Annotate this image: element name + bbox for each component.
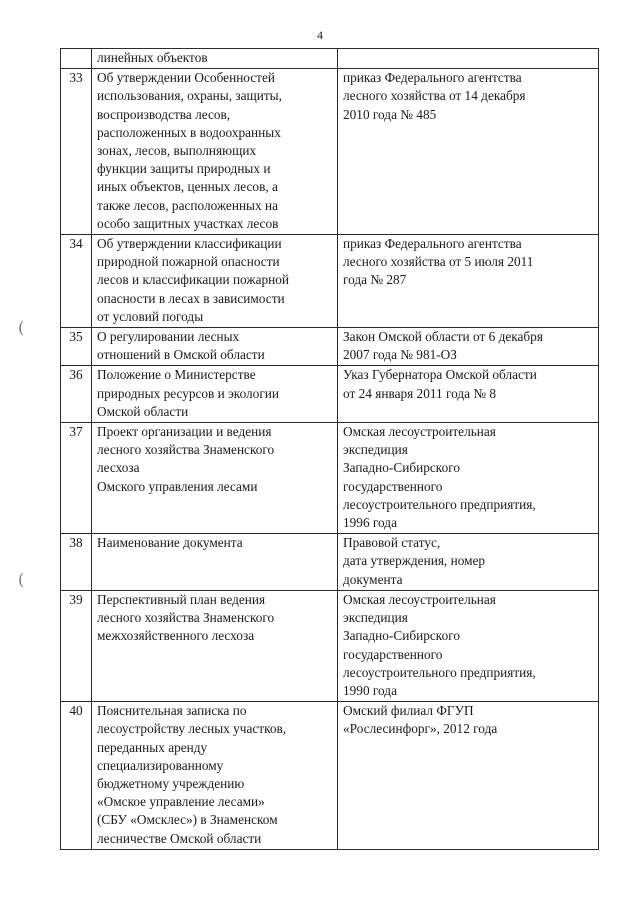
document-name-line: бюджетному учреждению xyxy=(97,775,245,791)
document-name-line: лесхоза xyxy=(97,460,140,476)
legal-status-line: Омский филиал ФГУП xyxy=(343,703,474,719)
legal-status-cell xyxy=(338,590,599,701)
document-name-line: воспроизводства лесов, xyxy=(97,106,231,122)
page-number: 4 xyxy=(317,28,323,42)
document-name-line: иных объектов, ценных лесов, а xyxy=(97,179,278,195)
table-row xyxy=(61,49,599,69)
document-name-line: специализированному xyxy=(97,757,224,773)
legal-status-line: лесоустроительного предприятия, xyxy=(343,664,536,680)
row-number-cell: 35 xyxy=(61,328,92,366)
document-name-line: отношений в Омской области xyxy=(97,347,265,363)
document-table xyxy=(60,48,599,850)
row-number-cell: 38 xyxy=(61,534,92,591)
legal-status-line: государственного xyxy=(343,646,443,662)
document-name-cell xyxy=(92,423,338,534)
document-name-line: зонах, лесов, выполняющих xyxy=(97,143,257,159)
document-name-line: межхозяйственного лесхоза xyxy=(97,628,255,644)
legal-status-cell xyxy=(338,328,599,366)
document-name-cell xyxy=(92,328,338,366)
document-name-line: Положение о Министерстве xyxy=(97,367,256,383)
legal-status-line: лесного хозяйства от 14 декабря xyxy=(343,88,526,104)
document-name-line: особо защитных участках лесов xyxy=(97,215,279,231)
document-name-line: линейных объектов xyxy=(97,50,208,65)
margin-mark: ( xyxy=(18,570,25,589)
legal-status-line: Правовой статус, xyxy=(343,535,441,551)
table-row xyxy=(61,590,599,701)
document-name-line: от условий погоды xyxy=(97,308,204,324)
document-name-line: лесоустройству лесных участков, xyxy=(97,721,287,737)
legal-status-cell xyxy=(338,534,599,591)
document-name-line: Наименование документа xyxy=(97,535,243,551)
document-name-line: (СБУ «Омсклес») в Знаменском xyxy=(97,812,278,828)
document-name-line: Перспективный план ведения xyxy=(97,591,266,607)
document-name-cell xyxy=(92,69,338,235)
row-number-cell: 40 xyxy=(61,702,92,850)
legal-status-cell xyxy=(338,235,599,328)
legal-status-cell xyxy=(338,366,599,423)
document-name-line: функции защиты природных и xyxy=(97,161,271,177)
document-name-line: расположенных в водоохранных xyxy=(97,124,281,140)
document-name-cell xyxy=(92,49,338,69)
row-number-cell: 36 xyxy=(61,366,92,423)
legal-status-line: Омская лесоустроительная xyxy=(343,591,496,607)
legal-status-line: приказ Федерального агентства xyxy=(343,236,522,252)
document-name-line: Об утверждении классификации xyxy=(97,236,282,252)
document-name-cell xyxy=(92,590,338,701)
legal-status-cell xyxy=(338,423,599,534)
legal-status-cell xyxy=(338,702,599,850)
table-row xyxy=(61,69,599,235)
document-name-line: природной пожарной опасности xyxy=(97,254,280,270)
legal-status-line: «Рослесинфорг», 2012 года xyxy=(343,721,498,737)
legal-status-line: Указ Губернатора Омской области xyxy=(343,367,537,383)
legal-status-line: Западно-Сибирского xyxy=(343,460,460,476)
table-row xyxy=(61,423,599,534)
document-name-line: природных ресурсов и экологии xyxy=(97,385,280,401)
legal-status-line: 1990 года xyxy=(343,682,397,698)
document-name-line: лесного хозяйства Знаменского xyxy=(97,442,275,458)
document-name-line: также лесов, расположенных на xyxy=(97,197,278,213)
table-row xyxy=(61,702,599,850)
document-name-cell xyxy=(92,702,338,850)
row-number-cell: 37 xyxy=(61,423,92,534)
document-name-line: использования, охраны, защиты, xyxy=(97,88,282,104)
table-row xyxy=(61,328,599,366)
legal-status-line: 2007 года № 981-ОЗ xyxy=(343,347,457,363)
legal-status-line: государственного xyxy=(343,478,443,494)
legal-status-line: документа xyxy=(343,571,403,587)
legal-status-line: от 24 января 2011 года № 8 xyxy=(343,385,497,401)
document-name-cell xyxy=(92,366,338,423)
legal-status-cell xyxy=(338,49,599,69)
legal-status-line: Закон Омской области от 6 декабря xyxy=(343,329,543,345)
document-name-cell xyxy=(92,235,338,328)
table-row xyxy=(61,235,599,328)
document-name-line: Пояснительная записка по xyxy=(97,703,247,719)
document-name-line: О регулировании лесных xyxy=(97,329,240,345)
legal-status-line: года № 287 xyxy=(343,272,407,288)
legal-status-line: 2010 года № 485 xyxy=(343,106,437,122)
document-name-line: Об утверждении Особенностей xyxy=(97,70,276,86)
document-name-line: лесного хозяйства Знаменского xyxy=(97,610,275,626)
row-number-cell: 34 xyxy=(61,235,92,328)
legal-status-line: экспедиция xyxy=(343,442,408,458)
document-name-line: лесничестве Омской области xyxy=(97,830,262,846)
document-name-line: Проект организации и ведения xyxy=(97,424,272,440)
legal-status-line: 1996 года xyxy=(343,515,397,531)
document-name-line: «Омское управление лесами» xyxy=(97,794,265,810)
legal-status-line: Западно-Сибирского xyxy=(343,628,460,644)
legal-status-line: приказ Федерального агентства xyxy=(343,70,522,86)
document-name-line: Омского управления лесами xyxy=(97,478,258,494)
row-number-cell: 33 xyxy=(61,69,92,235)
row-number-cell: 39 xyxy=(61,590,92,701)
document-name-line: лесов и классификации пожарной xyxy=(97,272,289,288)
legal-status-line: экспедиция xyxy=(343,610,408,626)
document-name-line: Омской области xyxy=(97,403,189,419)
document-name-cell xyxy=(92,534,338,591)
document-name-line: переданных аренду xyxy=(97,739,208,755)
legal-status-line: лесного хозяйства от 5 июля 2011 xyxy=(343,254,534,270)
table-row xyxy=(61,534,599,591)
legal-status-line: Омская лесоустроительная xyxy=(343,424,496,440)
margin-mark: ( xyxy=(18,318,25,337)
document-name-line: опасности в лесах в зависимости xyxy=(97,290,285,306)
table-row xyxy=(61,366,599,423)
legal-status-line: дата утверждения, номер xyxy=(343,553,486,569)
legal-status-line: лесоустроительного предприятия, xyxy=(343,496,536,512)
legal-status-cell xyxy=(338,69,599,235)
row-number-cell xyxy=(61,49,92,69)
